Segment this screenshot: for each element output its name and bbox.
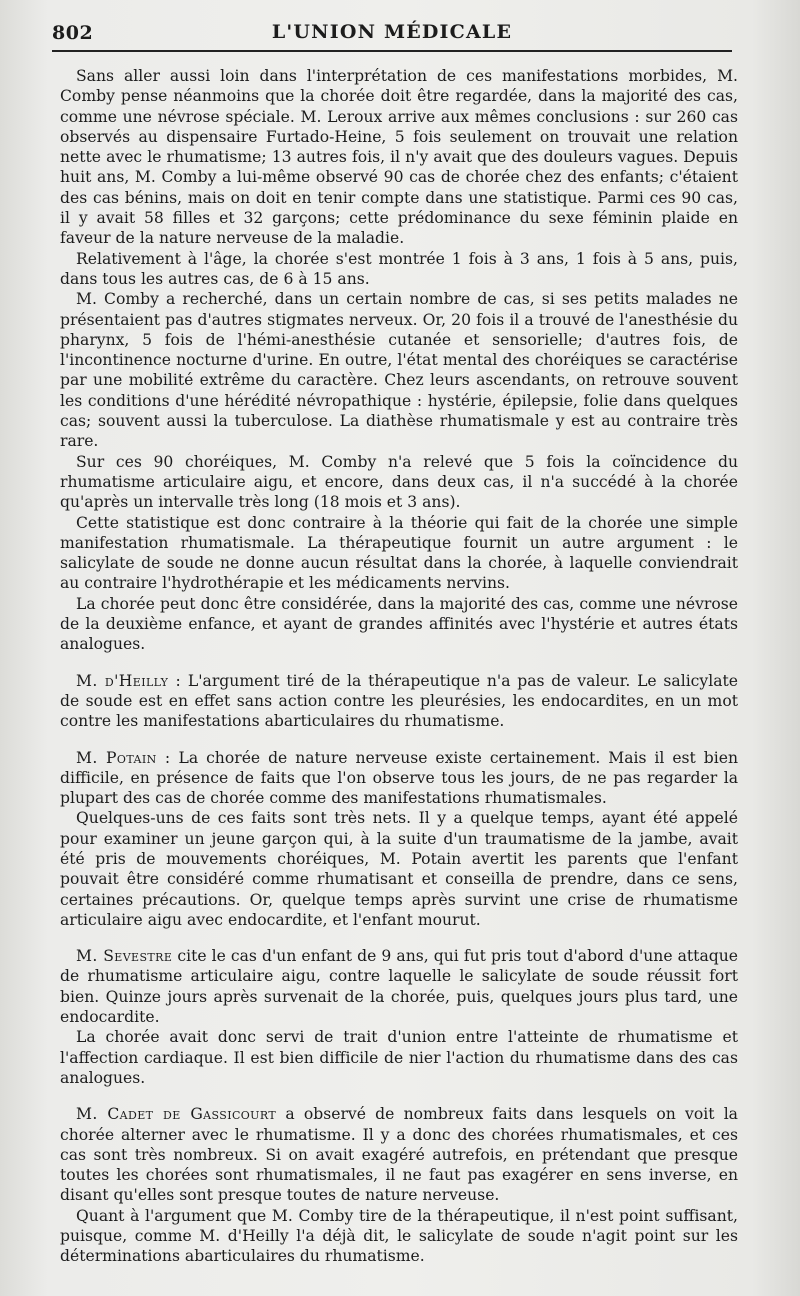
speaker-name: M. Cadet de Gassicourt	[76, 1105, 277, 1124]
speaker-name: M. Potain :	[76, 748, 171, 767]
paragraph-text: La chorée avait donc servi de trait d'union entre l'atteinte de rhumatisme et l'affection cardiaque. Il est bien difficile de nier l'action du rhumatisme dans des cas analogues.	[60, 1028, 738, 1087]
paragraph-text: La chorée de nature nerveuse existe certainement. Mais il est bien difficile, en présence de faits que l'on observe tous les jours, de ne pas regarder la plupart des cas de chorée comme des manifestations rhumatismales.	[60, 748, 738, 808]
page-header	[52, 20, 732, 52]
article-body	[60, 66, 738, 1267]
paragraph	[60, 594, 738, 655]
speaker-name: M. Sevestre	[76, 947, 173, 966]
paragraph-text: a observé de nombreux faits dans lesquels on voit la chorée alterner avec le rhumatisme. Il y a donc des chorées rhumatismales, et ces cas sont très nombreux. Si on avait exagéré autrefois, en prétendant que presque toutes les chorées sont rhumatismales, il ne faut pas exagérer en sens inverse, en disant qu'elles sont presque toutes de nature nerveuse.	[60, 1105, 738, 1205]
paragraph-text: Relativement à l'âge, la chorée s'est montrée 1 fois à 3 ans, 1 fois à 5 ans, puis, dans tous les autres cas, de 6 à 15 ans.	[60, 249, 738, 288]
speaker-name: M. d'Heilly :	[76, 671, 182, 690]
paragraph-text: Sans aller aussi loin dans l'interprétation de ces manifestations morbides, M. Comby pense néanmoins que la chorée doit être regardée, dans la majorité des cas, comme une névrose spéciale. M. Leroux arrive aux mêmes conclusions : sur 260 cas observés au dispensaire Furtado-Heine, 5 fois seulement on trouvait une relation nette avec le rhumatisme; 13 autres fois, il n'y avait que des douleurs vagues. Depuis huit ans, M. Comby a lui-même observé 90 cas de chorée chez des enfants; c'étaient des cas bénins, mais on doit en tenir compte dans une statistique. Parmi ces 90 cas, il y avait 58 filles et 32 garçons; cette prédominance du sexe féminin plaide en faveur de la nature nerveuse de la maladie.	[60, 67, 738, 248]
paragraph-text: Sur ces 90 choréiques, M. Comby n'a relevé que 5 fois la coïncidence du rhumatisme articulaire aigu, et encore, dans deux cas, il n'a succédé à la chorée qu'après un intervalle très long (18 mois et 3 ans).	[60, 452, 738, 512]
paragraph	[60, 1027, 738, 1088]
speech-paragraph	[60, 748, 738, 809]
paragraph-text: Quant à l'argument que M. Comby tire de la thérapeutique, il n'est point suffisant, puisque, comme M. d'Heilly l'a déjà dit, le salicylate de soude n'agit point sur les déterminations abarticulaires du rhumatisme.	[60, 1206, 738, 1266]
page-number: 802	[52, 22, 94, 44]
speech-paragraph	[60, 671, 738, 732]
paragraph-text: cite le cas d'un enfant de 9 ans, qui fut pris tout d'abord d'une attaque de rhumatisme articulaire aigu, contre laquelle le salicylate de soude réussit fort bien. Quinze jours après survenait de la chorée, puis, quelques jours plus tard, une endocardite.	[60, 947, 738, 1027]
paragraph-text: M. Comby a recherché, dans un certain nombre de cas, si ses petits malades ne présentaient pas d'autres stigmates nerveux. Or, 20 fois il a trouvé de l'anesthésie du pharynx, 5 fois de l'hémi-anesthésie cutanée et sensorielle; d'autres fois, de l'incontinence nocturne d'urine. En outre, l'état mental des choréiques se caractérise par une mobilité extrême du caractère. Chez leurs ascendants, on retrouve souvent les conditions d'une hérédité névropathique : hystérie, épilepsie, folie dans quelques cas; souvent aussi la tuberculose. La diathèse rhumatismale y est au contraire très rare.	[60, 290, 738, 451]
paragraph	[60, 66, 738, 249]
paragraph	[60, 1206, 738, 1267]
paragraph	[60, 513, 738, 594]
paragraph-text: Quelques-uns de ces faits sont très nets. Il y a quelque temps, ayant été appelé pour examiner un jeune garçon qui, à la suite d'un traumatisme de la jambe, avait été pris de mouvements choréiques, M. Potain avertit les parents que l'enfant pouvait être considéré comme rhumatisant et conseilla de prendre, dans ce sens, certaines précautions. Or, quelque temps après survint une crise de rhumatisme articulaire aigu avec endocardite, et l'enfant mourut.	[60, 809, 738, 929]
speech-paragraph	[60, 946, 738, 1027]
paragraph-text: La chorée peut donc être considérée, dans la majorité des cas, comme une névrose de la deuxième enfance, et ayant de grandes affinités avec l'hystérie et autres états analogues.	[60, 594, 738, 654]
paragraph	[60, 808, 738, 930]
paragraph-text: Cette statistique est donc contraire à la théorie qui fait de la chorée une simple manifestation rhumatismale. La thérapeutique fournit un autre argument : le salicylate de soude ne donne aucun résultat dans la chorée, à laquelle conviendrait au contraire l'hydrothérapie et les médicaments nervins.	[60, 513, 738, 593]
journal-title: L'UNION MÉDICALE	[271, 21, 513, 43]
paragraph	[60, 249, 738, 290]
paragraph	[60, 289, 738, 451]
paragraph	[60, 452, 738, 513]
speech-paragraph	[60, 1104, 738, 1205]
paragraph-text: L'argument tiré de la thérapeutique n'a pas de valeur. Le salicylate de soude est en effet sans action contre les pleurésies, les endocardites, en un mot contre les manifestations abarticulaires du rhumatisme.	[60, 671, 739, 731]
